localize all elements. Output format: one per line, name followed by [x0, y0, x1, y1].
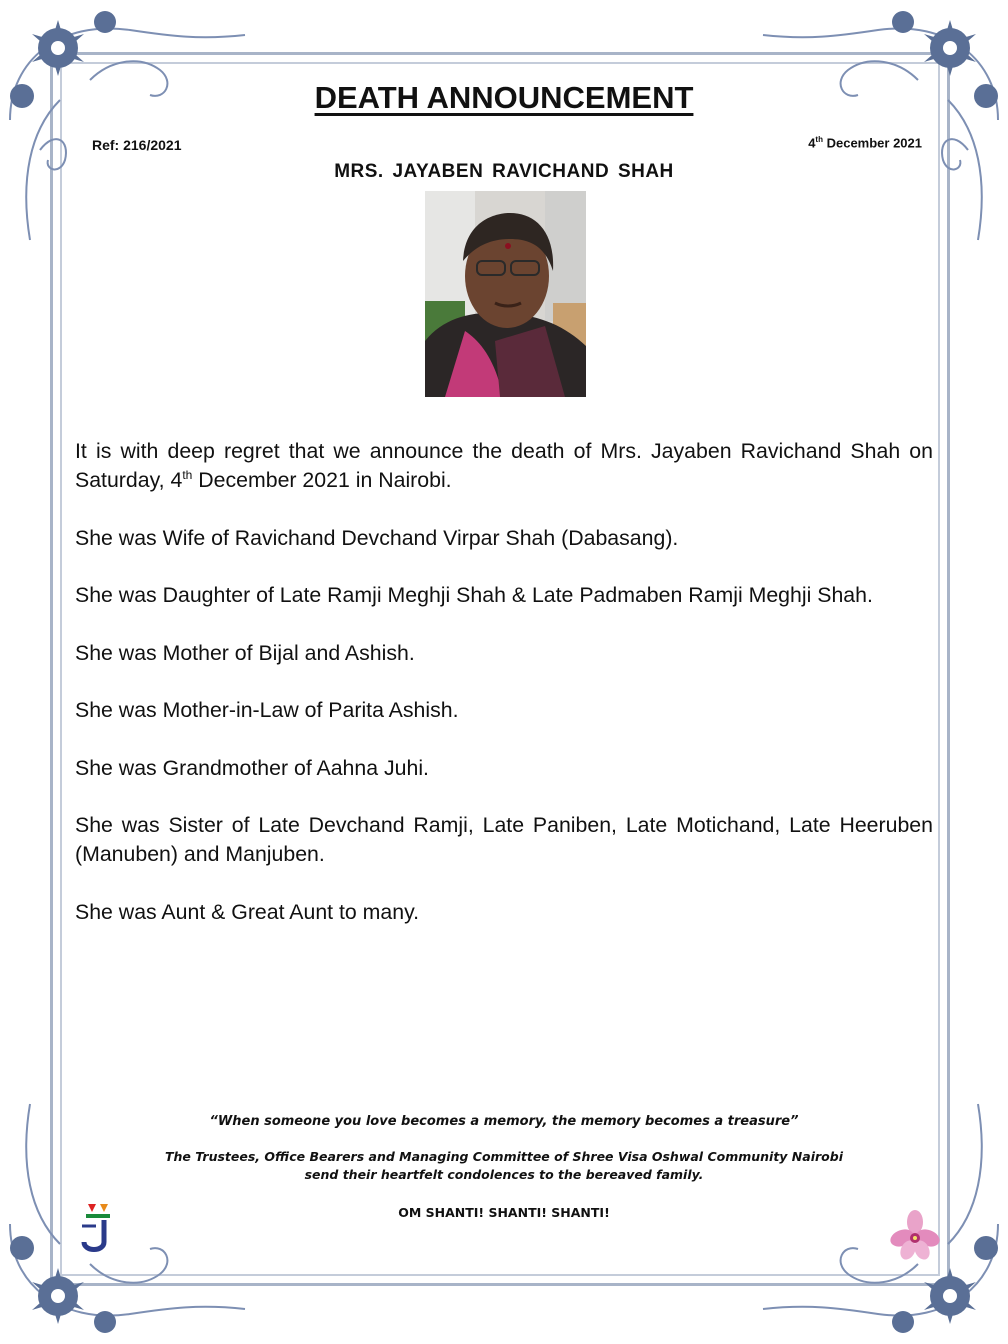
memorial-quote: “When someone you love becomes a memory, the memory becomes a treasure” — [209, 1114, 799, 1129]
paragraph-wife: She was Wife of Ravichand Devchand Virpar Shah (Dabasang). — [75, 525, 679, 550]
floral-ornament-top-right — [758, 0, 1008, 250]
condolence-message — [0, 1148, 1008, 1184]
condolence-line-2: send their heartfelt condolences to the bereaved family. — [304, 1167, 704, 1182]
paragraph-mother: She was Mother of Bijal and Ashish. — [75, 640, 415, 665]
floral-ornament-top-left — [0, 0, 250, 250]
deceased-name: MRS. JAYABEN RAVICHAND SHAH — [334, 161, 674, 182]
reference-number: Ref: 216/2021 — [92, 137, 182, 153]
om-shanti-line: OM SHANTI! SHANTI! SHANTI! — [398, 1205, 610, 1220]
paragraph-grandmother: She was Grandmother of Aahna Juhi. — [75, 755, 429, 780]
condolence-line-1: The Trustees, Office Bearers and Managing Committee of Shree Visa Oshwal Community Nairobi — [165, 1149, 843, 1164]
announcement-date: 4th December 2021 — [808, 135, 922, 151]
paragraph-daughter: She was Daughter of Late Ramji Meghji Shah & Late Padmaben Ramji Meghji Shah. — [75, 583, 873, 607]
paragraph-death: It is with deep regret that we announce the death of Mrs. Jayaben Ravichand Shah on Saturday, 4th December 2021 in Nairobi. — [75, 439, 933, 492]
paragraph-aunt: She was Aunt & Great Aunt to many. — [75, 899, 420, 924]
orchid-flower-icon — [888, 1208, 942, 1262]
page-title: DEATH ANNOUNCEMENT — [314, 80, 694, 115]
community-logo-icon — [78, 1200, 118, 1256]
announcement-body — [75, 437, 933, 955]
paragraph-mother-in-law: She was Mother-in-Law of Parita Ashish. — [75, 698, 459, 722]
portrait-photo — [425, 191, 586, 397]
paragraph-sister: She was Sister of Late Devchand Ramji, Late Paniben, Late Motichand, Late Heeruben (Manuben) and Manjuben. — [75, 813, 933, 866]
